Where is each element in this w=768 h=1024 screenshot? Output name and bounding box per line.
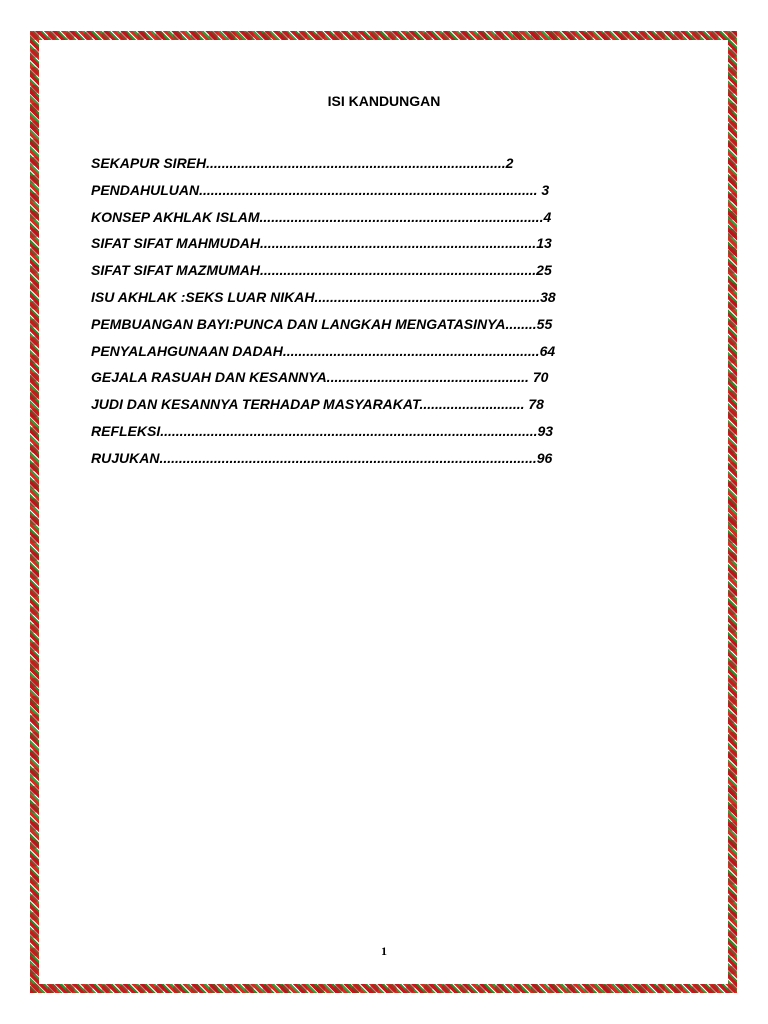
toc-entry-refleksi: REFLEKSI.................................................................................................93 [91,422,554,439]
toc-entry-judi: JUDI DAN KESANNYA TERHADAP MASYARAKAT........................... 78 [91,396,544,413]
toc-entry-gejala-rasuah: GEJALA RASUAH DAN KESANNYA.................................................... 70 [91,369,549,386]
page-number: 1 [381,944,387,958]
table-of-contents [91,150,556,472]
page-title: ISI KANDUNGAN [327,93,441,109]
toc-entry-rujukan: RUJUKAN.................................................................................................96 [91,449,553,466]
toc-entry-sifat-mazmumah: SIFAT SIFAT MAZMUMAH.......................................................................25 [91,262,552,279]
toc-entry-isu-akhlak: ISU AKHLAK :SEKS LUAR NIKAH..........................................................38 [91,288,556,305]
toc-entry-sekapur-sireh: SEKAPUR SIREH.............................................................................2 [91,155,514,171]
toc-entry-penyalahgunaan-dadah: PENYALAHGUNAAN DADAH..................................................................64 [91,342,556,359]
toc-entry-pendahuluan: PENDAHULUAN....................................................................................... 3 [91,181,550,198]
toc-entry-pembuangan-bayi: PEMBUANGAN BAYI:PUNCA DAN LANGKAH MENGATASINYA........55 [91,315,553,332]
toc-entry-konsep-akhlak-islam: KONSEP AKHLAK ISLAM.........................................................................4 [91,208,552,225]
toc-entry-sifat-mahmudah: SIFAT SIFAT MAHMUDAH.......................................................................13 [91,235,552,252]
